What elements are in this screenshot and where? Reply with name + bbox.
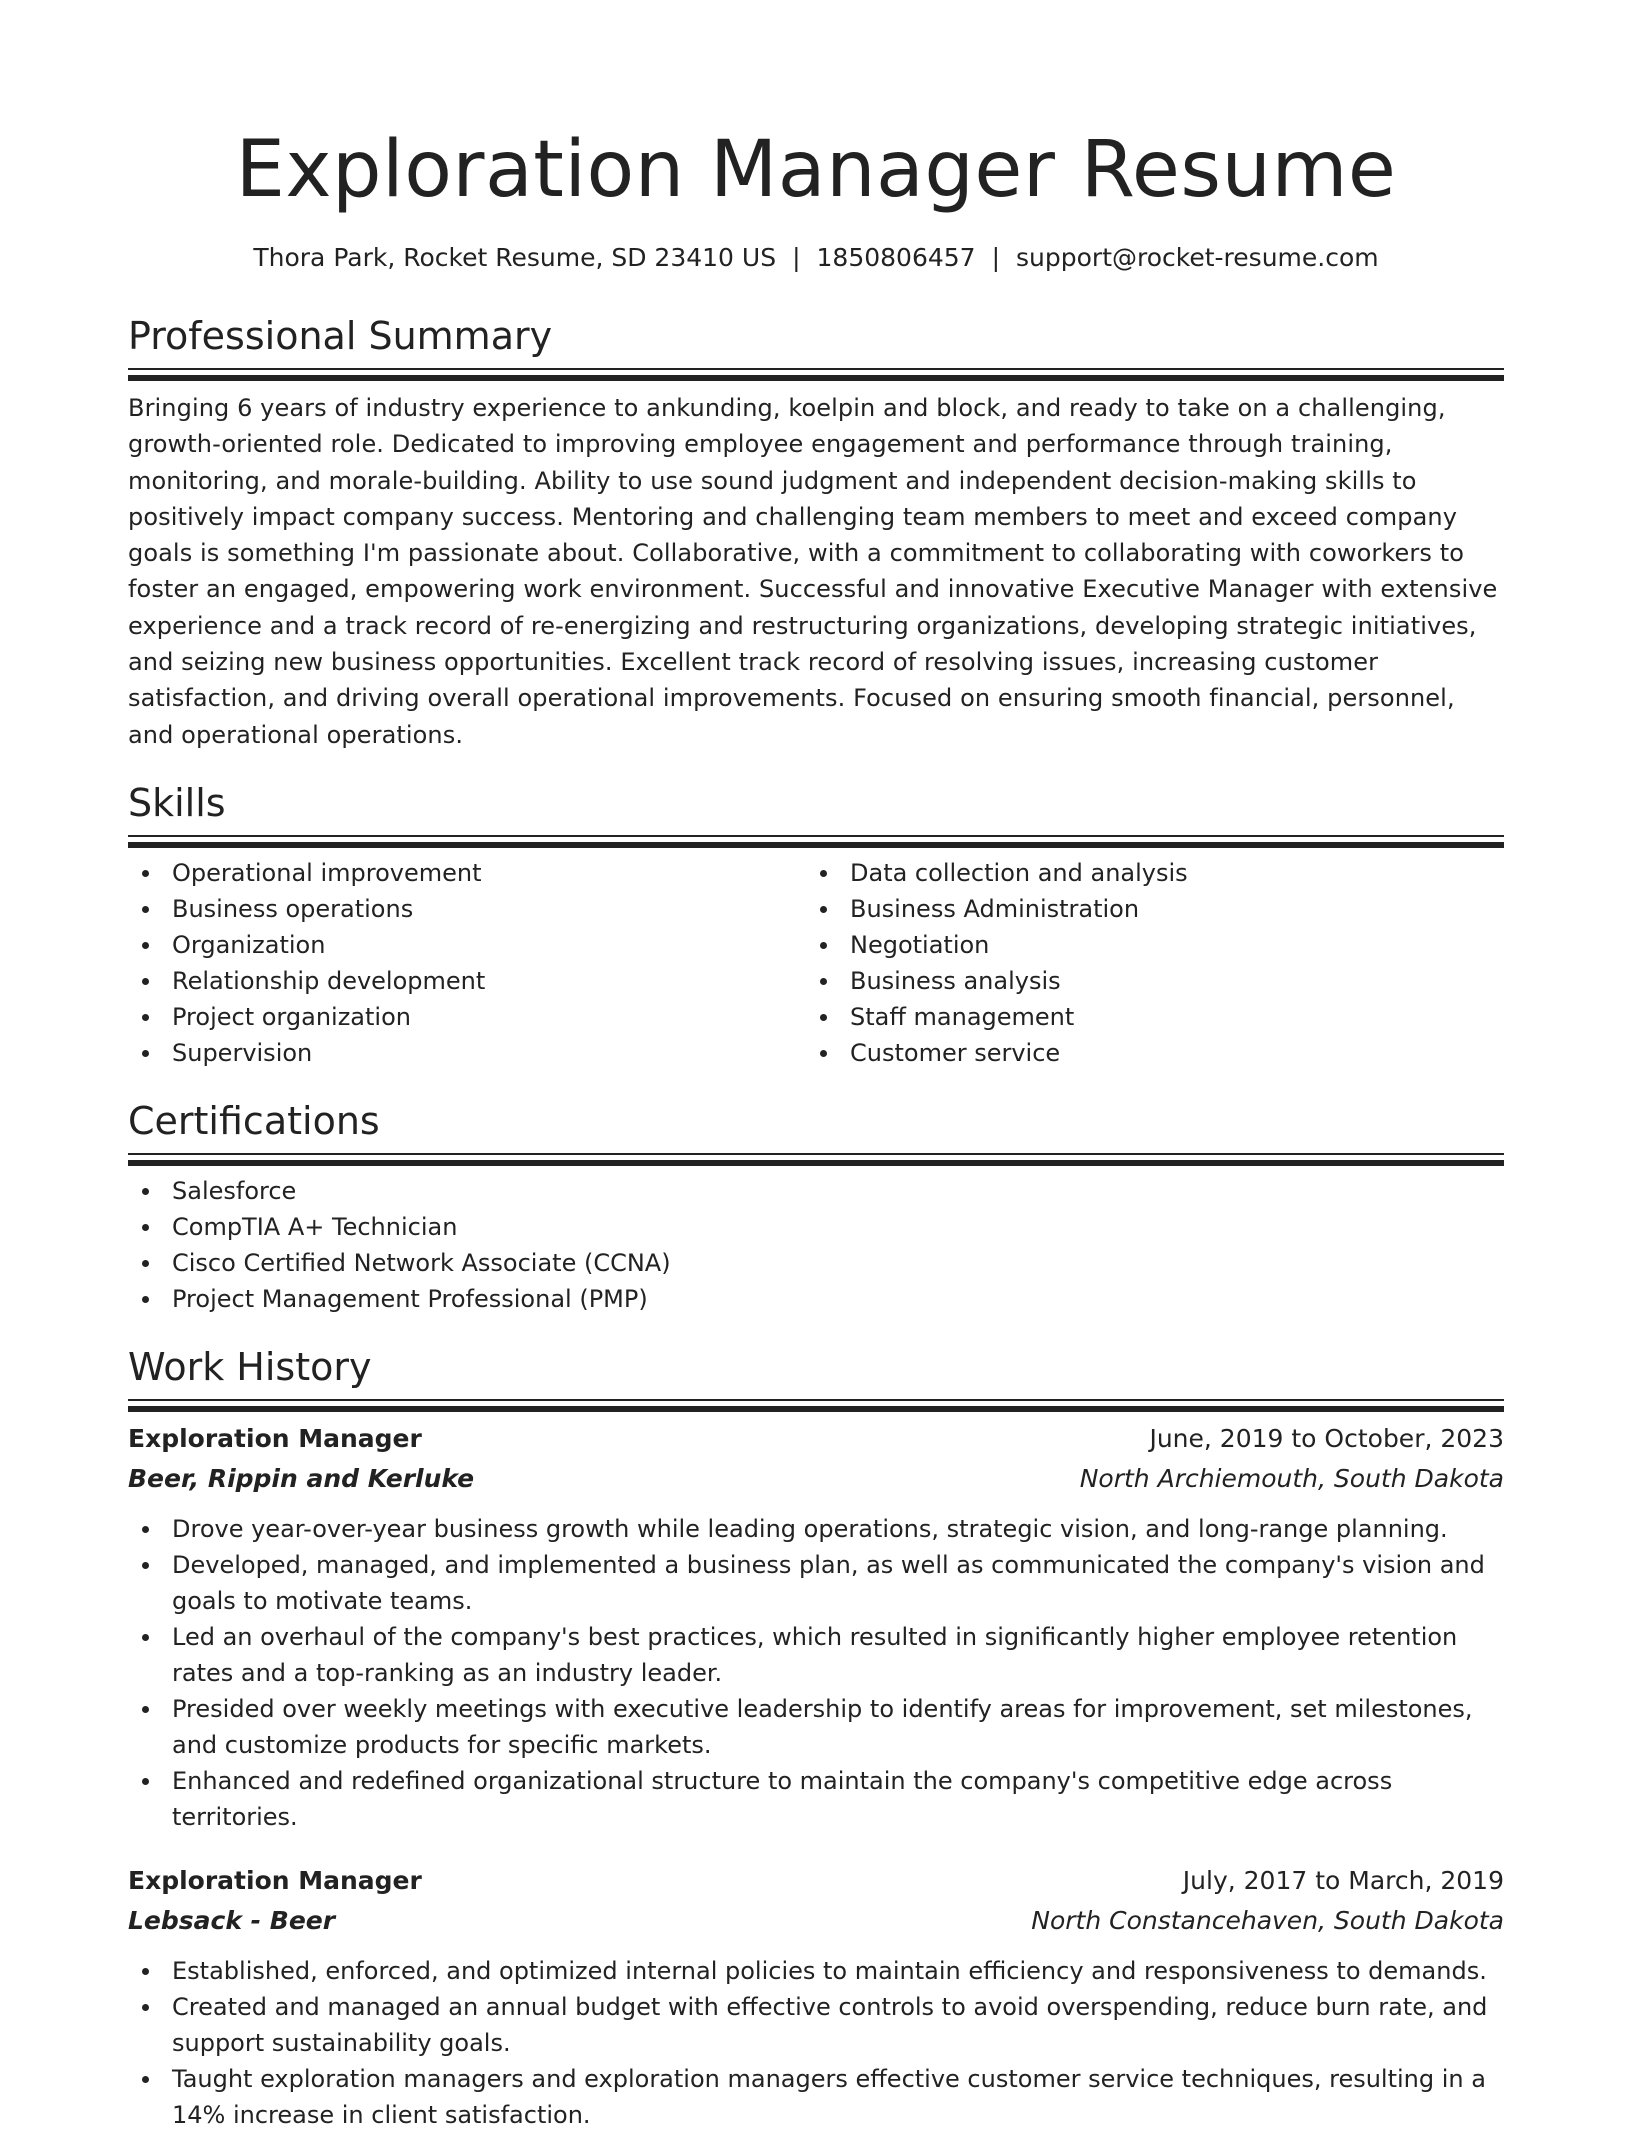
job-dates: June, 2019 to October, 2023 bbox=[1149, 1423, 1504, 1453]
list-item: Negotiation bbox=[806, 927, 1484, 963]
section-heading: Skills bbox=[128, 780, 226, 825]
job-entry bbox=[128, 1861, 1504, 2133]
certifications-list bbox=[128, 1173, 1504, 1317]
section-divider bbox=[128, 1399, 1504, 1409]
contact-address: Thora Park, Rocket Resume, SD 23410 US bbox=[253, 243, 777, 272]
job-bullets bbox=[128, 1953, 1504, 2133]
job-title: Exploration Manager bbox=[128, 1423, 422, 1453]
list-item: Drove year-over-year business growth while leading operations, strategic vision, and long-range planning. bbox=[128, 1511, 1504, 1547]
list-item: Staff management bbox=[806, 999, 1484, 1035]
job-company: Beer, Rippin and Kerluke bbox=[128, 1463, 475, 1493]
list-item: Organization bbox=[128, 927, 806, 963]
job-location: North Archiemouth, South Dakota bbox=[1079, 1463, 1504, 1493]
list-item: Taught exploration managers and exploration managers effective customer service techniques, resulting in a 14% increase in client satisfaction. bbox=[128, 2061, 1504, 2133]
list-item: Business Administration bbox=[806, 891, 1484, 927]
summary-text: Bringing 6 years of industry experience to ankunding, koelpin and block, and ready to take on a challenging, growth-oriented role. Dedicated to improving employee engagement and performance through training, monitoring, and morale-building. Ability to use sound judgment and independent decision-making skills to positively impact company success. Mentoring and challenging team members to meet and exceed company goals is something I'm passionate about. Collaborative, with a commitment to collaborating with coworkers to foster an engaged, empowering work environment. Successful and innovative Executive Manager with extensive experience and a track record of re-energizing and restructuring organizations, developing strategic initiatives, and seizing new business opportunities. Excellent track record of resolving issues, increasing customer satisfaction, and driving overall operational improvements. Focused on ensuring smooth financial, personnel, and operational operations. bbox=[128, 394, 1498, 749]
skills-column-right bbox=[806, 855, 1484, 1071]
page-title: Exploration Manager Resume bbox=[235, 125, 1397, 215]
list-item: Established, enforced, and optimized internal policies to maintain efficiency and responsiveness to demands. bbox=[128, 1953, 1504, 1989]
certifications-section bbox=[128, 1097, 1504, 1317]
job-location: North Constancehaven, South Dakota bbox=[1031, 1905, 1504, 1935]
job-bullets bbox=[128, 1511, 1504, 1835]
list-item: Business analysis bbox=[806, 963, 1484, 999]
list-item: Presided over weekly meetings with executive leadership to identify areas for improvement, set milestones, and customize products for specific markets. bbox=[128, 1691, 1504, 1763]
contact-separator: | bbox=[792, 243, 801, 272]
job-company-row bbox=[128, 1901, 1504, 1941]
list-item: Salesforce bbox=[128, 1173, 1504, 1209]
list-item: Created and managed an annual budget with effective controls to avoid overspending, reduce burn rate, and support sustainability goals. bbox=[128, 1989, 1504, 2061]
list-item: Developed, managed, and implemented a business plan, as well as communicated the company's vision and goals to motivate teams. bbox=[128, 1547, 1504, 1619]
contact-email: support@rocket-resume.com bbox=[1016, 243, 1379, 272]
section-heading: Professional Summary bbox=[128, 314, 553, 358]
list-item: Data collection and analysis bbox=[806, 855, 1484, 891]
job-company-row bbox=[128, 1459, 1504, 1499]
work-history-section bbox=[128, 1343, 1504, 2133]
job-header-row bbox=[128, 1861, 1504, 1901]
contact-line bbox=[128, 242, 1504, 274]
list-item: Customer service bbox=[806, 1035, 1484, 1071]
list-item: Operational improvement bbox=[128, 855, 806, 891]
section-divider bbox=[128, 368, 1504, 378]
list-item: Project Management Professional (PMP) bbox=[128, 1281, 1504, 1317]
contact-separator: | bbox=[991, 243, 1001, 272]
skills-section bbox=[128, 779, 1504, 1071]
section-heading: Certifications bbox=[128, 1098, 380, 1143]
resume-page bbox=[128, 0, 1504, 2133]
section-heading: Work History bbox=[128, 1344, 372, 1389]
list-item: Supervision bbox=[128, 1035, 806, 1071]
job-title: Exploration Manager bbox=[128, 1865, 422, 1895]
list-item: Relationship development bbox=[128, 963, 806, 999]
list-item: CompTIA A+ Technician bbox=[128, 1209, 1504, 1245]
contact-phone: 1850806457 bbox=[816, 243, 976, 272]
job-dates: July, 2017 to March, 2019 bbox=[1182, 1865, 1504, 1895]
list-item: Enhanced and redefined organizational structure to maintain the company's competitive edge across territories. bbox=[128, 1763, 1504, 1835]
skills-column-left bbox=[128, 855, 806, 1071]
list-item: Led an overhaul of the company's best practices, which resulted in significantly higher employee retention rates and a top-ranking as an industry leader. bbox=[128, 1619, 1504, 1691]
summary-section bbox=[128, 312, 1504, 753]
job-header-row bbox=[128, 1419, 1504, 1459]
list-item: Project organization bbox=[128, 999, 806, 1035]
list-item: Business operations bbox=[128, 891, 806, 927]
section-divider bbox=[128, 835, 1504, 845]
job-company: Lebsack - Beer bbox=[128, 1905, 336, 1935]
job-entry bbox=[128, 1419, 1504, 1835]
list-item: Cisco Certified Network Associate (CCNA) bbox=[128, 1245, 1504, 1281]
section-divider bbox=[128, 1153, 1504, 1163]
skills-grid bbox=[128, 855, 1504, 1071]
